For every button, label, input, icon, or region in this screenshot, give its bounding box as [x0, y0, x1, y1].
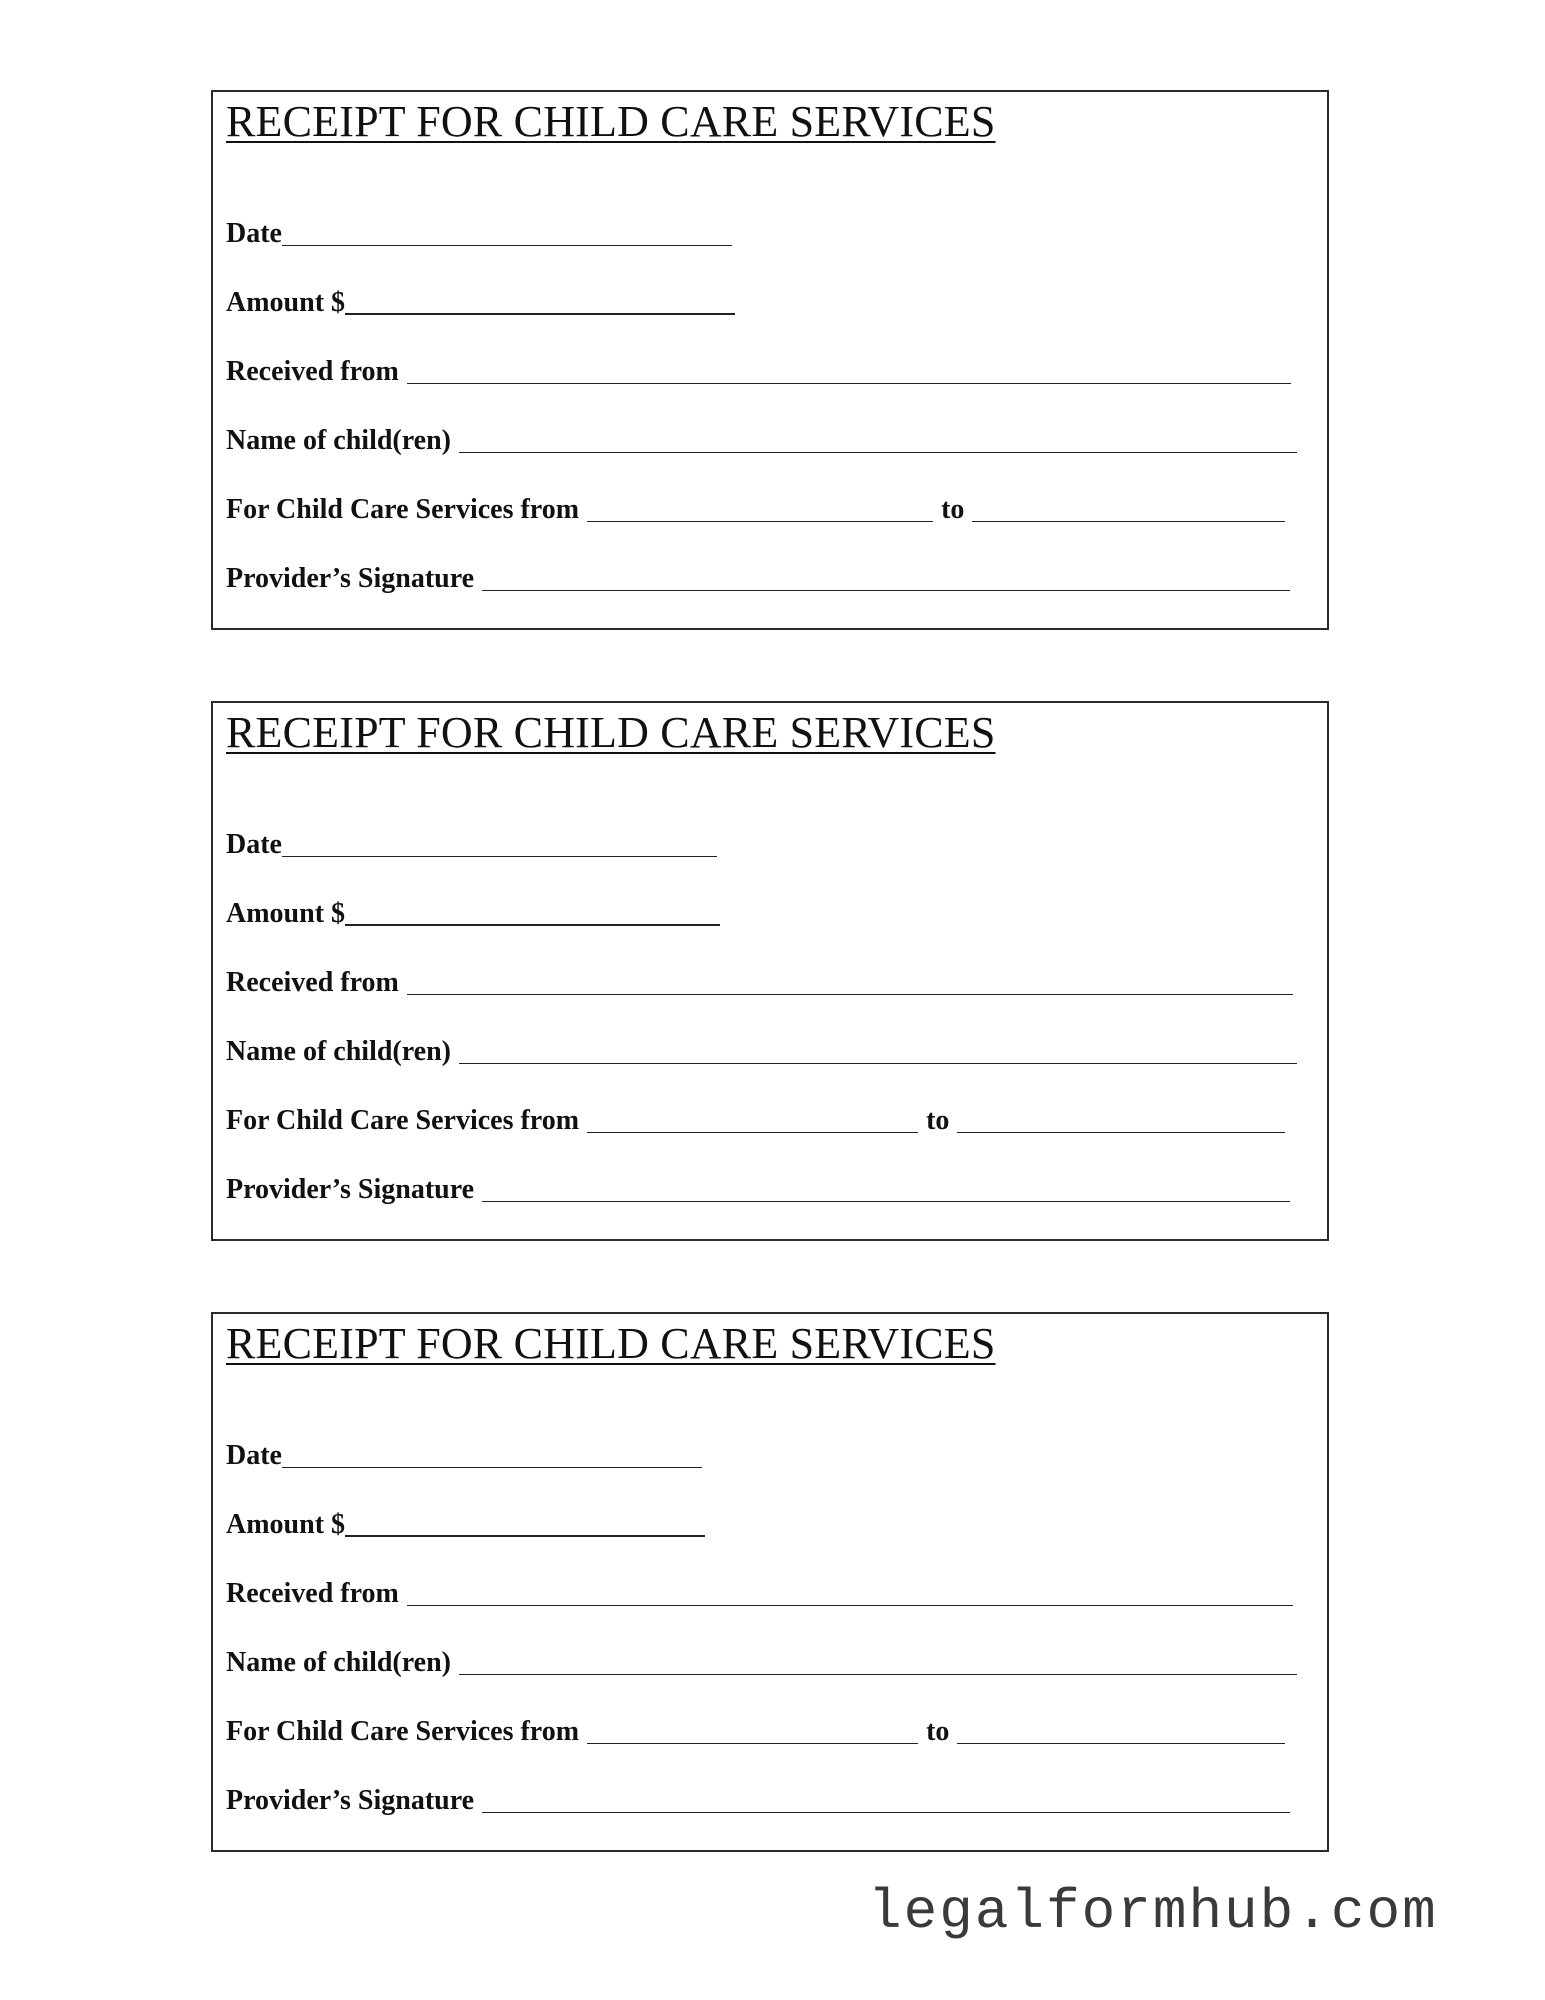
- received-from-label: Received from: [226, 356, 399, 387]
- receipt-title: RECEIPT FOR CHILD CARE SERVICES: [226, 708, 996, 757]
- signature-field[interactable]: [482, 589, 1290, 591]
- services-to-label: to: [926, 1105, 950, 1136]
- received-from-row: [226, 963, 1314, 999]
- receipt-card: [211, 90, 1329, 630]
- received-from-field[interactable]: [407, 1604, 1293, 1606]
- amount-label: Amount $: [226, 287, 346, 318]
- children-field[interactable]: [459, 1062, 1297, 1064]
- services-to-field[interactable]: [972, 520, 1285, 522]
- receipt-title: RECEIPT FOR CHILD CARE SERVICES: [226, 1319, 996, 1368]
- date-row: [226, 214, 1314, 250]
- signature-field[interactable]: [482, 1200, 1290, 1202]
- receipt-card: [211, 701, 1329, 1241]
- children-field[interactable]: [459, 451, 1297, 453]
- date-row: [226, 825, 1314, 861]
- signature-row: [226, 1170, 1314, 1206]
- services-to-field[interactable]: [957, 1131, 1285, 1133]
- amount-field[interactable]: [345, 1534, 705, 1537]
- services-from-label: For Child Care Services from: [226, 1716, 580, 1747]
- receipt-title: RECEIPT FOR CHILD CARE SERVICES: [226, 97, 996, 146]
- children-field[interactable]: [459, 1673, 1297, 1675]
- amount-row: [226, 1505, 1314, 1541]
- services-from-label: For Child Care Services from: [226, 494, 580, 525]
- amount-row: [226, 894, 1314, 930]
- received-from-field[interactable]: [407, 382, 1291, 384]
- services-to-field[interactable]: [957, 1742, 1285, 1744]
- services-from-label: For Child Care Services from: [226, 1105, 580, 1136]
- date-field[interactable]: [282, 244, 732, 246]
- children-row: [226, 421, 1314, 457]
- signature-row: [226, 559, 1314, 595]
- services-period-row: [226, 1101, 1314, 1137]
- children-label: Name of child(ren): [226, 1036, 451, 1067]
- amount-field[interactable]: [345, 923, 720, 926]
- services-from-field[interactable]: [587, 1131, 918, 1133]
- children-label: Name of child(ren): [226, 1647, 451, 1678]
- children-row: [226, 1032, 1314, 1068]
- received-from-label: Received from: [226, 1578, 399, 1609]
- date-row: [226, 1436, 1314, 1472]
- signature-label: Provider’s Signature: [226, 563, 475, 594]
- received-from-field[interactable]: [407, 993, 1293, 995]
- signature-label: Provider’s Signature: [226, 1785, 475, 1816]
- services-from-field[interactable]: [587, 1742, 918, 1744]
- date-label: Date: [226, 218, 282, 249]
- receipt-card: [211, 1312, 1329, 1852]
- received-from-row: [226, 1574, 1314, 1610]
- services-period-row: [226, 1712, 1314, 1748]
- amount-label: Amount $: [226, 1509, 346, 1540]
- children-label: Name of child(ren): [226, 425, 451, 456]
- received-from-label: Received from: [226, 967, 399, 998]
- signature-row: [226, 1781, 1314, 1817]
- children-row: [226, 1643, 1314, 1679]
- signature-label: Provider’s Signature: [226, 1174, 475, 1205]
- services-to-label: to: [926, 1716, 950, 1747]
- site-watermark: legalformhub.com: [868, 1880, 1438, 1944]
- date-field[interactable]: [282, 1466, 702, 1468]
- amount-label: Amount $: [226, 898, 346, 929]
- services-period-row: [226, 490, 1314, 526]
- services-to-label: to: [941, 494, 965, 525]
- amount-field[interactable]: [345, 312, 735, 315]
- received-from-row: [226, 352, 1314, 388]
- services-from-field[interactable]: [587, 520, 933, 522]
- date-field[interactable]: [282, 855, 717, 857]
- date-label: Date: [226, 829, 282, 860]
- signature-field[interactable]: [482, 1811, 1290, 1813]
- date-label: Date: [226, 1440, 282, 1471]
- amount-row: [226, 283, 1314, 319]
